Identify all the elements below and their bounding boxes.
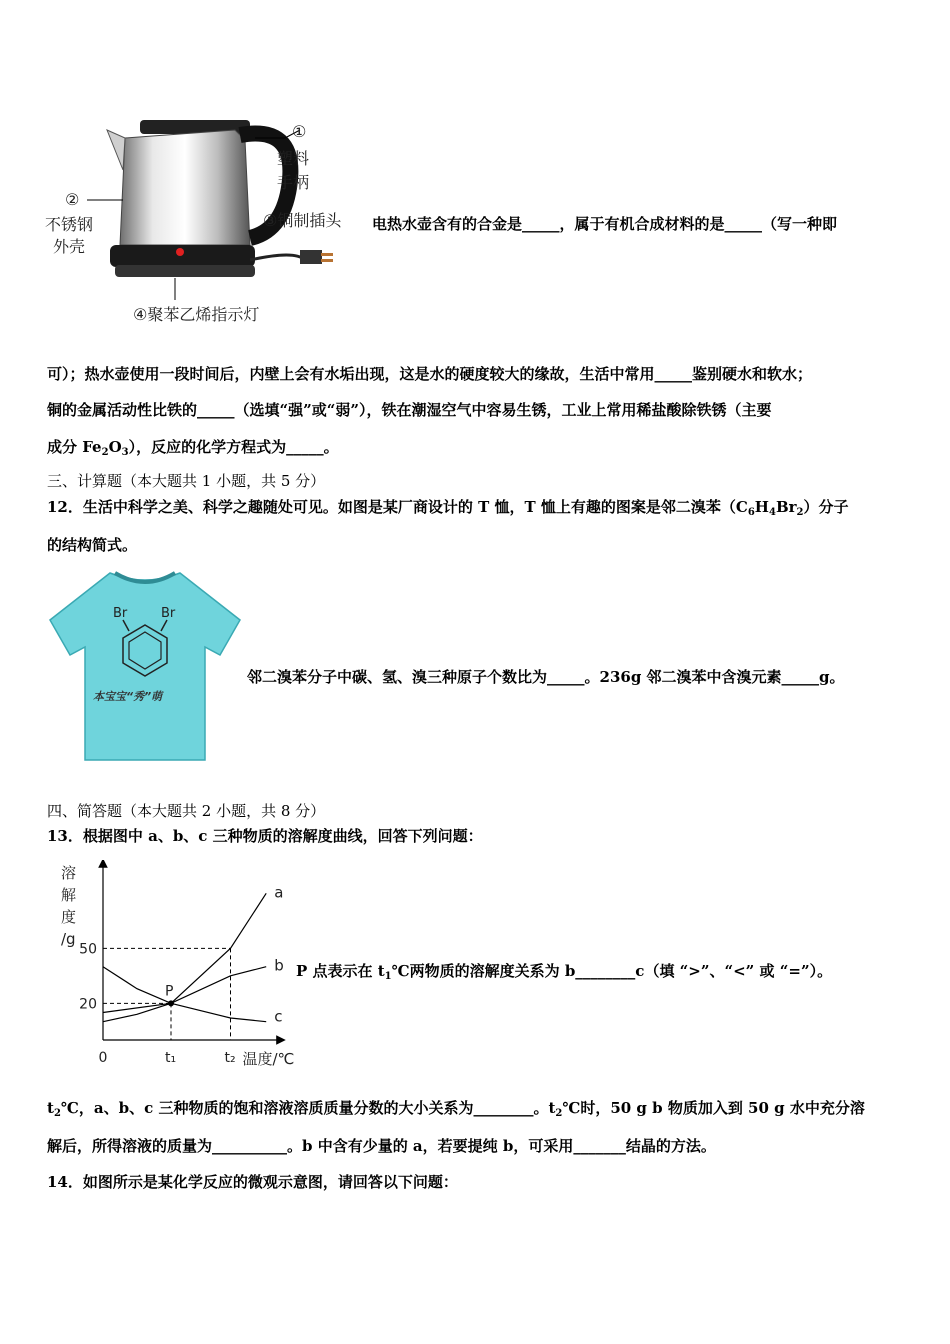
q14-intro: 14．如图所示是某化学反应的微观示意图，请回答以下问题： xyxy=(47,1173,458,1191)
curve-label-b: b xyxy=(274,956,284,975)
q11-line-4: 成分 $Fe_2O_3$），反应的化学方程式为_____。 xyxy=(47,438,339,458)
q13-line-b: 解后，所得溶液的质量为__________。b 中含有少量的 a，若要提纯 b，可采用_______结晶的方法。 xyxy=(47,1137,716,1155)
y-axis-label-1: 解 xyxy=(61,886,77,904)
kettle-label-1-num: ① xyxy=(292,122,307,141)
solubility-chart-svg xyxy=(45,860,295,1075)
tshirt-br-right: Br xyxy=(161,606,176,621)
section-3-heading: 三、计算题（本大题共 1 小题，共 5 分） xyxy=(47,472,326,490)
x-axis-label: 温度/℃ xyxy=(242,1050,295,1068)
kettle-label-4: ④聚苯乙烯指示灯 xyxy=(133,305,260,324)
q12-line-2: 的结构简式。 xyxy=(47,536,138,554)
kettle-label-3: ③铜制插头 xyxy=(263,211,342,230)
kettle-label-2-text2: 外壳 xyxy=(53,237,86,256)
q11-line-3: 铜的金属活动性比铁的_____（选填“强”或“弱”），铁在潮湿空气中容易生锈，工业上常用稀盐酸除铁锈（主要 xyxy=(47,401,772,419)
curve-a xyxy=(103,893,266,1021)
y-tick-1: 50 xyxy=(79,941,97,958)
y-axis-label-0: 溶 xyxy=(61,864,77,882)
tshirt-br-left: Br xyxy=(113,606,128,621)
tshirt-figure xyxy=(45,565,245,765)
point-p xyxy=(168,1000,174,1006)
tshirt-image xyxy=(45,565,245,765)
curve-c xyxy=(103,967,266,1022)
q13-p-question: P 点表示在 $t_1℃$两物质的溶解度关系为 b________c（填 “>”、“<” 或 “=”）。 xyxy=(296,962,833,982)
solubility-chart xyxy=(45,860,295,1075)
q13-intro: 13．根据图中 a、b、c 三种物质的溶解度曲线，回答下列问题： xyxy=(47,827,483,845)
x-tick-1: t₁ xyxy=(165,1050,177,1066)
q12-question: 邻二溴苯分子中碳、氢、溴三种原子个数比为_____。236g 邻二溴苯中含溴元素_____g。 xyxy=(247,668,845,686)
kettle-label-2-text1: 不锈钢 xyxy=(45,215,94,234)
curve-b xyxy=(103,967,266,1013)
x-tick-2: t₂ xyxy=(224,1050,236,1066)
curve-label-a: a xyxy=(274,883,284,902)
kettle-label-2-num: ② xyxy=(65,190,80,209)
q13-line-a: $t_2℃$，a、b、c 三种物质的饱和溶液溶质质量分数的大小关系为________。$t_2℃$时，50 g b 物质加入到 50 g 水中充分溶 xyxy=(47,1099,865,1119)
y-axis-label-3: /g xyxy=(61,930,76,948)
kettle-label-1-text1: 塑料 xyxy=(277,149,310,168)
kettle-figure xyxy=(45,110,365,330)
point-p-label: P xyxy=(165,983,174,1000)
q11-line-2: 可）；热水壶使用一段时间后，内壁上会有水垢出现，这是水的硬度较大的缘故，生活中常用_____鉴别硬水和软水； xyxy=(47,365,813,383)
kettle-label-1-text2: 手柄 xyxy=(277,173,310,192)
y-tick-0: 20 xyxy=(79,996,97,1013)
q12-line-1: 12．生活中科学之美、科学之趣随处可见。如图是某厂商设计的 T 恤，T 恤上有趣的图案是邻二溴苯$(C_6H_4Br_2)$分子 xyxy=(47,498,849,518)
y-axis-label-2: 度 xyxy=(61,908,77,926)
x-tick-0: 0 xyxy=(98,1050,108,1066)
tshirt-caption: 本宝宝“秀”萌 xyxy=(93,690,163,703)
q11-line-1: 电热水壶含有的合金是_____，属于有机合成材料的是_____（写一种即 xyxy=(372,215,838,233)
section-4-heading: 四、简答题（本大题共 2 小题，共 8 分） xyxy=(47,802,326,820)
curve-label-c: c xyxy=(274,1007,283,1026)
